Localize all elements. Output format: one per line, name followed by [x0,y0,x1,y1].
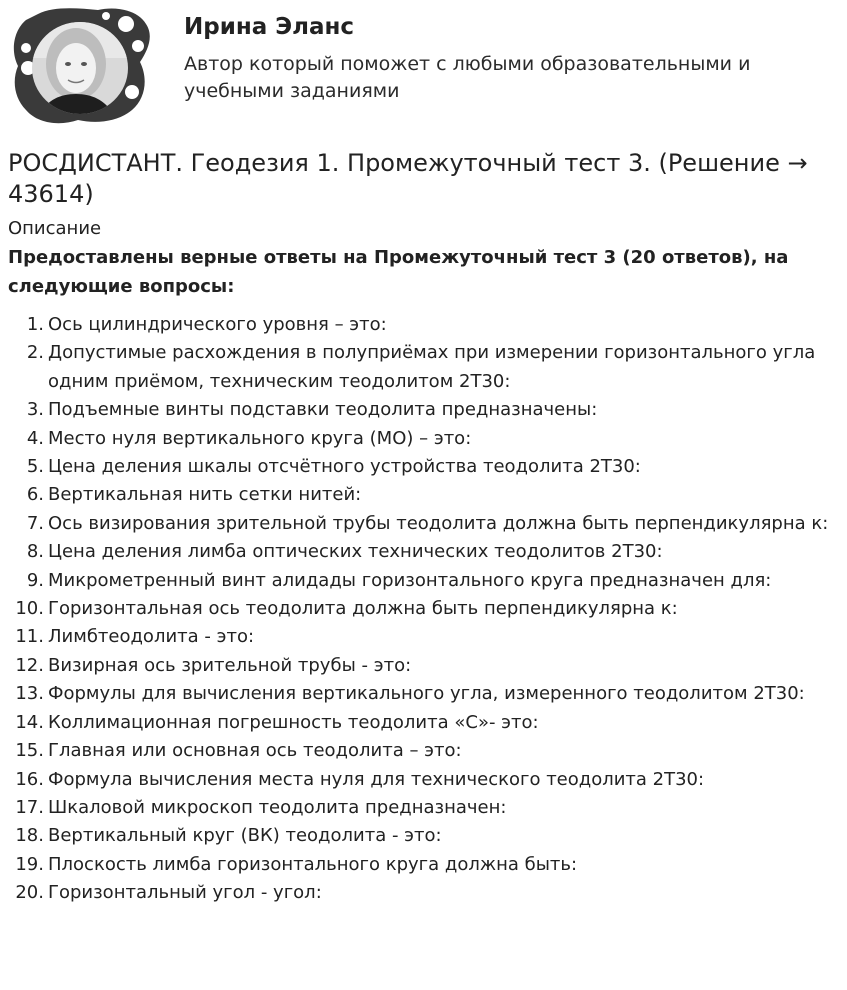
question-item [0,425,840,453]
question-text: Формула вычисления места нуля для технического теодолита 2Т30: [48,768,705,790]
author-name[interactable]: Ирина Эланс [184,14,355,40]
question-number: 19. [15,853,44,875]
question-item [0,680,840,708]
question-number: 1. [26,314,44,335]
question-item [0,652,840,680]
question-item [0,766,840,794]
question-text: Формулы для вычисления вертикального угла, измеренного теодолитом 2Т30: [48,683,805,705]
question-number: 8. [26,541,44,563]
question-text: Вертикальный круг (ВК) теодолита - это: [48,825,442,847]
question-item [0,879,840,907]
question-text: Допустимые расхождения в полуприёмах при измерении горизонтального угла одним приёмом, техническим теодолитом 2Т30: [48,342,816,392]
question-item [0,396,840,424]
question-number: 12. [15,654,44,676]
question-text: Лимбтеодолита - это: [48,626,255,648]
question-number: 18. [15,825,44,847]
author-avatar[interactable] [8,6,153,126]
question-number: 10. [15,598,44,620]
question-number: 16. [15,768,44,790]
question-number: 14. [15,711,44,733]
question-text: Цена деления лимба оптических технических теодолитов 2Т30: [48,541,663,563]
question-item [0,538,840,566]
question-text: Ось визирования зрительной трубы теодолита должна быть перпендикулярна к: [48,512,829,534]
question-text: Визирная ось зрительной трубы - это: [48,654,412,676]
question-text: Горизонтальная ось теодолита должна быть перпендикулярна к: [48,598,678,620]
question-number: 13. [15,683,44,705]
question-item [0,567,840,595]
question-item [0,851,840,879]
question-text: Ось цилиндрического уровня – это: [48,314,387,335]
question-text: Горизонтальный угол - угол: [48,882,322,904]
question-item [0,311,840,339]
question-number: 5. [26,456,44,478]
question-item [0,822,840,850]
description-label: Описание [8,218,102,239]
question-item [0,453,840,481]
question-item [0,481,840,509]
question-text: Место нуля вертикального круга (МО) – это: [48,427,472,449]
product-title: РОСДИСТАНТ. Геодезия 1. Промежуточный тест 3. (Решение → 43614) [8,149,808,208]
question-list [0,311,840,908]
author-block [8,6,838,126]
question-number: 6. [26,484,44,506]
question-text: Подъемные винты подставки теодолита предназначены: [48,399,598,421]
question-text: Коллимационная погрешность теодолита «С»- это: [48,711,539,733]
question-text: Микрометренный винт алидады горизонтального круга предназначен для: [48,569,772,591]
question-number: 11. [15,626,44,648]
question-number: 9. [26,569,44,591]
question-item [0,737,840,765]
question-item [0,623,840,651]
question-text: Вертикальная нить сетки нитей: [48,484,362,506]
question-number: 17. [15,796,44,818]
question-item [0,709,840,737]
question-number: 2. [26,342,44,364]
question-item [0,794,840,822]
question-number: 3. [26,399,44,421]
question-text: Цена деления шкалы отсчётного устройства теодолита 2Т30: [48,456,641,478]
question-number: 20. [15,882,44,904]
description-intro: Предоставлены верные ответы на Промежуточный тест 3 (20 ответов), на следующие вопросы: [8,247,789,297]
question-item [0,510,840,538]
question-number: 15. [15,740,44,762]
author-description: Автор который поможет с любыми образовательными и учебными заданиями [184,53,751,102]
question-number: 4. [26,427,44,449]
question-item [0,339,840,396]
question-text: Плоскость лимба горизонтального круга должна быть: [48,853,578,875]
question-text: Шкаловой микроскоп теодолита предназначен: [48,796,507,818]
question-text: Главная или основная ось теодолита – это: [48,740,462,762]
question-number: 7. [26,512,44,534]
question-item [0,595,840,623]
